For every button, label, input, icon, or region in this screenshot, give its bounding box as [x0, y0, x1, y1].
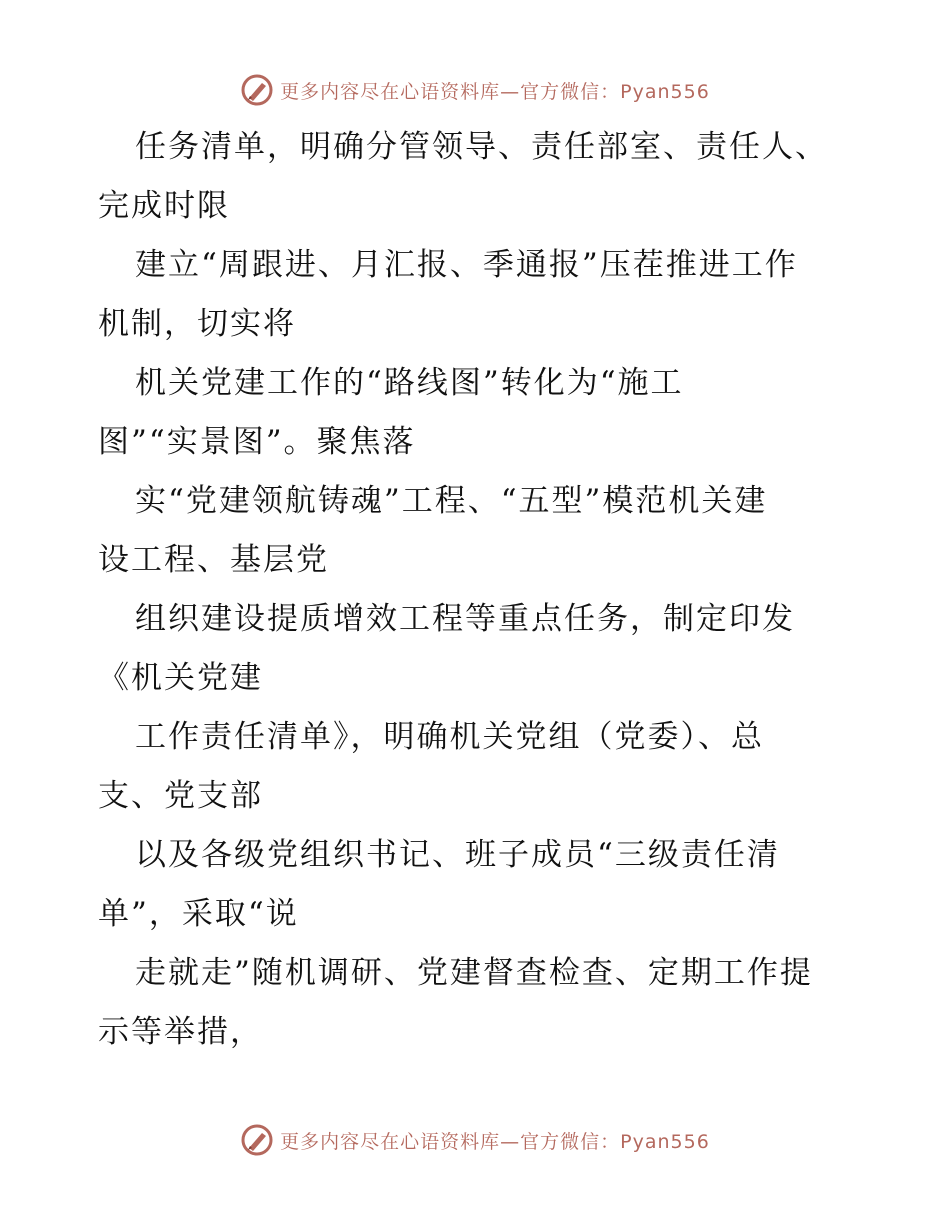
document-body	[98, 118, 858, 1062]
footer-banner	[0, 1120, 950, 1160]
pen-logo-icon	[240, 73, 274, 107]
footer-banner-text: 更多内容尽在心语资料库—官方微信：Pyan556	[280, 1130, 710, 1153]
body-text-line: 示等举措，	[98, 1014, 263, 1050]
body-text-line: 组织建设提质增效工程等重点任务，制定印发	[135, 601, 795, 637]
pen-logo-icon	[240, 1123, 274, 1157]
body-text-line: 机制，切实将	[98, 306, 296, 342]
header-banner	[0, 70, 950, 110]
header-banner-text: 更多内容尽在心语资料库—官方微信：Pyan556	[280, 80, 710, 103]
body-text-line: 设工程、基层党	[98, 542, 329, 578]
body-text-line: 任务清单，明确分管领导、责任部室、责任人、	[135, 129, 828, 165]
body-text-line: 图”“实景图”。聚焦落	[98, 424, 416, 460]
body-text-line: 工作责任清单》，明确机关党组（党委）、总	[135, 719, 764, 755]
body-text-line: 建立“周跟进、月汇报、季通报”压茬推进工作	[135, 247, 798, 283]
body-text-line: 《机关党建	[98, 660, 263, 696]
body-text-line: 支、党支部	[98, 778, 263, 814]
body-text-line: 实“党建领航铸魂”工程、“五型”模范机关建	[135, 483, 768, 519]
body-text-line: 走就走”随机调研、党建督查检查、定期工作提	[135, 955, 813, 991]
body-text-line: 完成时限	[98, 188, 230, 224]
body-text-line: 单”，采取“说	[98, 896, 299, 932]
body-text-line: 机关党建工作的“路线图”转化为“施工	[135, 365, 684, 401]
body-text-line: 以及各级党组织书记、班子成员“三级责任清	[135, 837, 780, 873]
